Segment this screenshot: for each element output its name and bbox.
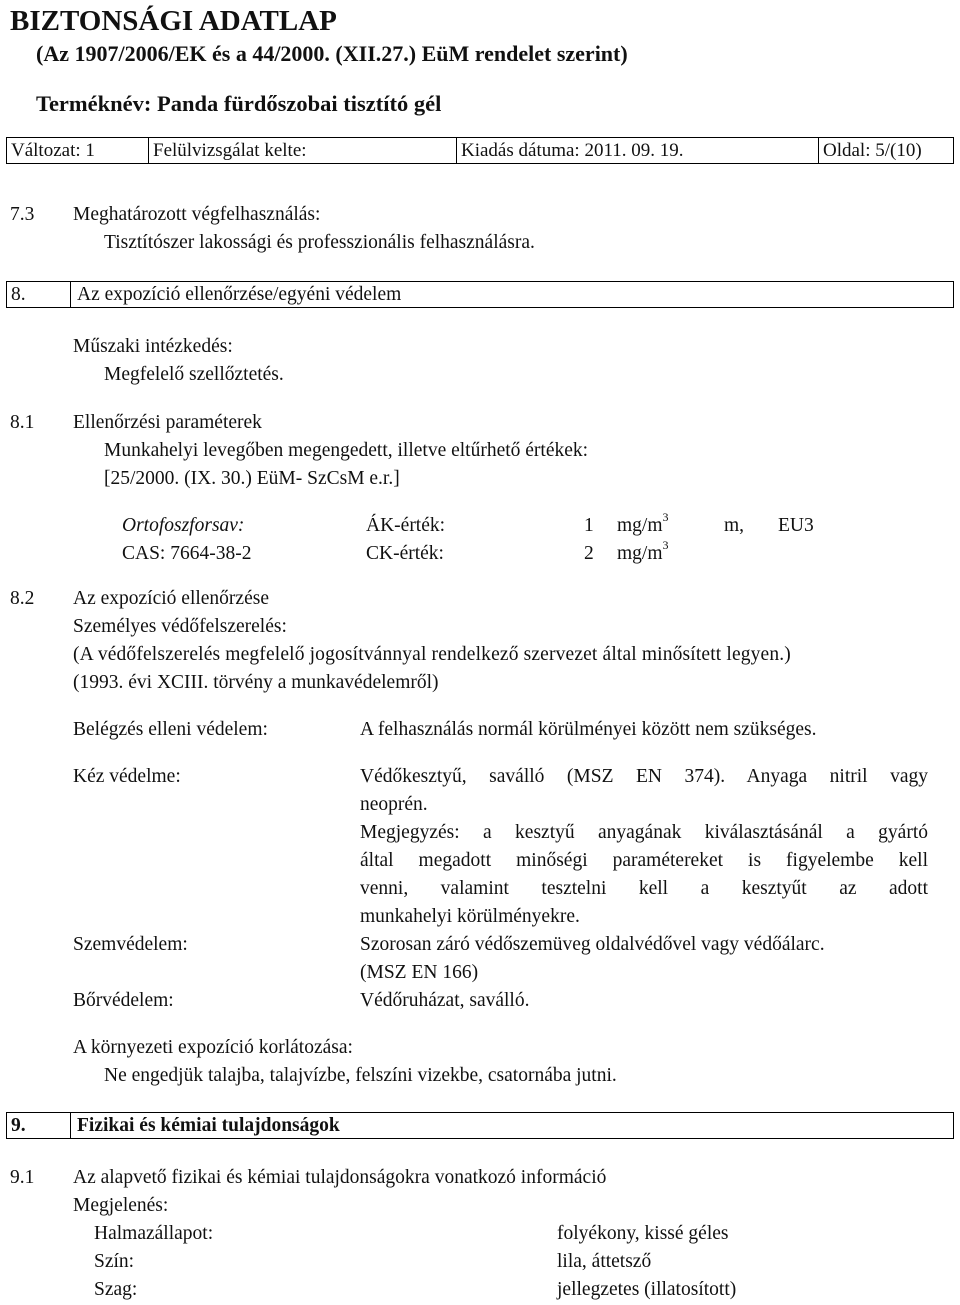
skin-protection-value: Védőruházat, saválló.	[360, 990, 530, 1011]
issue-date: Kiadás dátuma: 2011. 09. 19.	[461, 140, 684, 161]
eye-protection-label: Szemvédelem:	[73, 934, 188, 955]
regulation-subtitle: (Az 1907/2006/EK és a 44/2000. (XII.27.) EüM rendelet szerint)	[36, 41, 628, 66]
ck-unit: $mg/m^3$	[617, 537, 669, 564]
environmental-exposure-label: A környezeti expozíció korlátozása:	[73, 1037, 353, 1058]
hand-protection-note: venni, valamint tesztelni kell a kesztyűt az adott	[360, 878, 928, 899]
section-8-1-number: 8.1	[10, 412, 35, 433]
hand-protection-line: neoprén.	[360, 794, 428, 815]
version-info: Változat: 1	[11, 140, 95, 161]
section-7-3-number: 7.3	[10, 204, 35, 225]
section-9-number: 9.	[11, 1115, 26, 1136]
respiratory-protection-value: A felhasználás normál körülményei között nem szükséges.	[360, 719, 817, 740]
exposure-limits-intro: Munkahelyi levegőben megengedett, illetve eltűrhető értékek:	[104, 440, 589, 461]
section-divider	[70, 1113, 71, 1138]
section-8-2-number: 8.2	[10, 588, 35, 609]
property-label: Halmazállapot:	[94, 1223, 214, 1244]
hand-protection-note: munkahelyi körülményekre.	[360, 906, 580, 927]
section-8-header	[6, 281, 954, 308]
product-name: Terméknév: Panda fürdőszobai tisztító gél	[36, 91, 442, 116]
ck-value: 2	[584, 543, 594, 564]
revision-date: Felülvizsgálat kelte:	[153, 140, 307, 161]
section-9-1-title: Az alapvető fizikai és kémiai tulajdonságokra vonatkozó információ	[73, 1167, 607, 1188]
property-value: jellegzetes (illatosított)	[557, 1279, 737, 1300]
ppe-law-reference: (1993. évi XCIII. törvény a munkavédelemről)	[73, 672, 439, 693]
document-meta-bar	[6, 137, 954, 164]
eye-protection-value: Szorosan záró védőszemüveg oldalvédővel vagy védőálarc.	[360, 934, 825, 955]
ak-unit: $mg/m^3$	[617, 509, 669, 536]
ak-note-m: m,	[724, 515, 745, 536]
section-8-2-title: Az expozíció ellenőrzése	[73, 588, 269, 609]
hand-protection-note: Megjegyzés: a kesztyű anyagának kiválasztásánál a gyártó	[360, 822, 928, 843]
exposure-limits-regulation: [25/2000. (IX. 30.) EüM- SzCsM e.r.]	[104, 468, 400, 489]
skin-protection-label: Bőrvédelem:	[73, 990, 174, 1011]
property-value: lila, áttetsző	[557, 1251, 652, 1272]
property-label: Szín:	[94, 1251, 135, 1272]
ck-unit-exponent: 3	[662, 537, 669, 552]
hand-protection-line: Védőkesztyű, saválló (MSZ EN 374). Anyaga nitril vagy	[360, 766, 928, 787]
environmental-exposure-value: Ne engedjük talajba, talajvízbe, felszíni vizekbe, csatornába jutni.	[104, 1065, 617, 1086]
ck-label: CK-érték:	[366, 543, 444, 564]
ak-unit-exponent: 3	[662, 509, 669, 524]
technical-measures-label: Műszaki intézkedés:	[73, 336, 233, 357]
technical-measures-value: Megfelelő szellőztetés.	[104, 364, 284, 385]
section-divider	[70, 282, 71, 307]
document-title: BIZTONSÁGI ADATLAP	[10, 5, 337, 37]
hand-protection-note: által megadott minőségi paramétereket is figyelembe kell	[360, 850, 928, 871]
section-8-1-title: Ellenőrzési paraméterek	[73, 412, 262, 433]
section-8-title: Az expozíció ellenőrzése/egyéni védelem	[77, 284, 402, 305]
substance-name: Ortofoszforsav:	[122, 515, 245, 536]
section-7-3-text: Tisztítószer lakossági és professzionális felhasználásra.	[104, 232, 535, 253]
appearance-heading: Megjelenés:	[73, 1195, 169, 1216]
section-7-3-title: Meghatározott végfelhasználás:	[73, 204, 321, 225]
ppe-heading: Személyes védőfelszerelés:	[73, 616, 287, 637]
section-9-header	[6, 1112, 954, 1139]
property-value: folyékony, kissé géles	[557, 1223, 729, 1244]
eye-protection-standard: (MSZ EN 166)	[360, 962, 479, 983]
page-number: Oldal: 5/(10)	[823, 140, 922, 161]
hand-protection-label: Kéz védelme:	[73, 766, 181, 787]
cas-number: CAS: 7664-38-2	[122, 543, 252, 564]
respiratory-protection-label: Belégzés elleni védelem:	[73, 719, 268, 740]
ak-value: 1	[584, 515, 594, 536]
section-8-number: 8.	[11, 284, 26, 305]
ak-note-eu3: EU3	[778, 515, 814, 536]
property-label: Szag:	[94, 1279, 138, 1300]
section-9-title: Fizikai és kémiai tulajdonságok	[77, 1115, 340, 1136]
ak-label: ÁK-érték:	[366, 515, 446, 536]
section-9-1-number: 9.1	[10, 1167, 35, 1188]
ppe-note: (A védőfelszerelés megfelelő jogosítvánnyal rendelkező szervezet által minősített legyen.)	[73, 644, 791, 665]
